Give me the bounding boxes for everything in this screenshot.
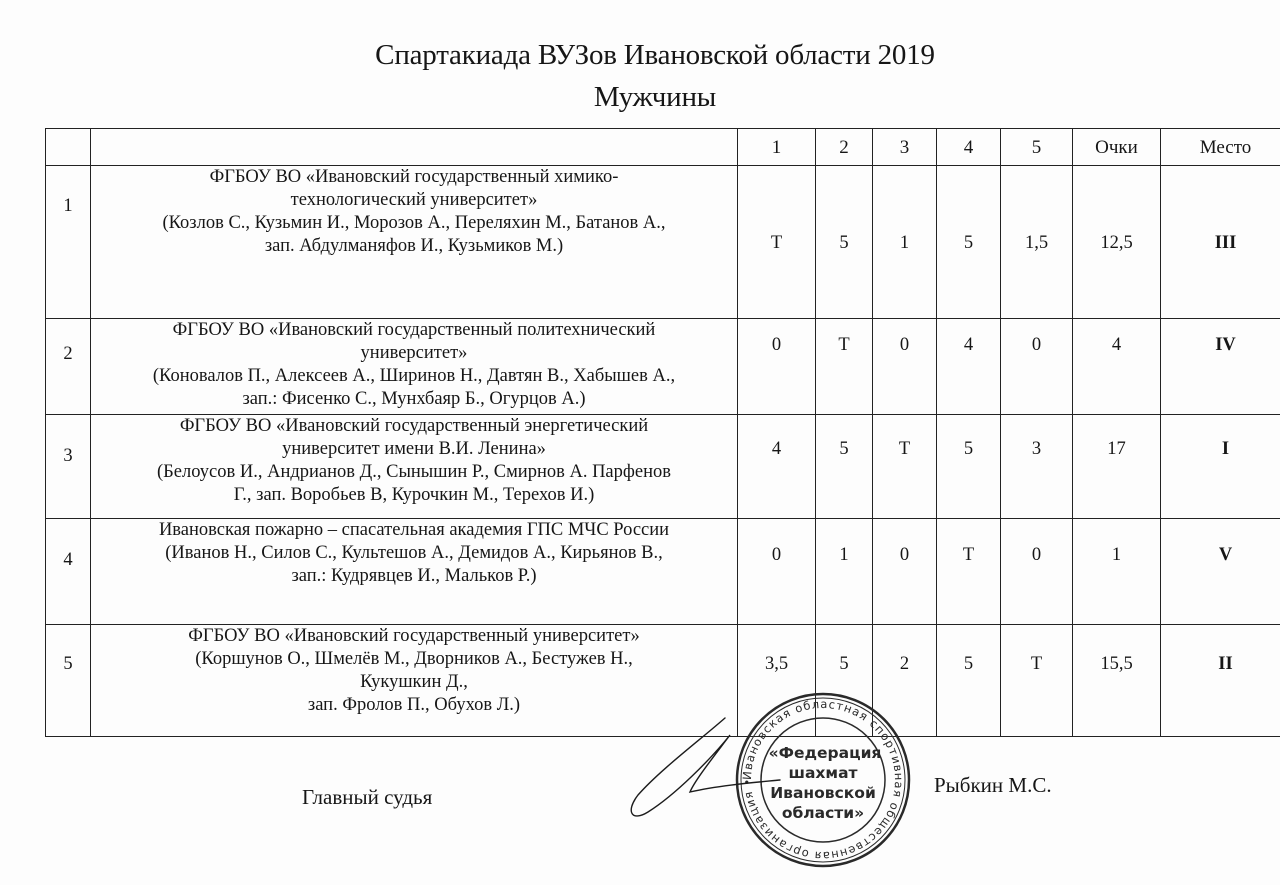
points-cell: [1073, 415, 1161, 519]
team-institution: Ивановская пожарно – спасательная академия ГПС МЧС России: [158, 520, 670, 540]
header-row: [46, 129, 1280, 166]
round-2-score: 1: [839, 545, 849, 565]
stamp-center-line: области»: [781, 804, 865, 822]
round-5-score: 3: [1031, 439, 1042, 459]
header-points: Очки: [1073, 129, 1161, 166]
team-name-cell: [91, 519, 738, 625]
final-place: V: [1218, 545, 1233, 565]
round-1-score: 0: [771, 335, 782, 355]
row-number-cell: [46, 625, 91, 737]
row-number: 2: [63, 344, 73, 364]
round-3-score: 2: [899, 654, 910, 674]
row-number: 1: [63, 196, 73, 216]
stamp-center-line: «Федерация: [768, 744, 882, 762]
round-4-score: 5: [963, 439, 974, 459]
round-4-score: Т: [962, 545, 975, 565]
round-2-score-cell: [816, 166, 873, 319]
round-4-score-cell: [937, 625, 1001, 737]
signature-stroke: [631, 718, 780, 816]
round-3-score-cell: [873, 319, 937, 415]
round-2-score-cell: [816, 519, 873, 625]
team-roster-line: (Коршунов О., Шмелёв М., Дворников А., Бестужев Н.,: [195, 649, 633, 669]
round-4-score-cell: [937, 415, 1001, 519]
team-institution: ФГБОУ ВО «Ивановский государственный химико-: [209, 167, 619, 187]
final-place: III: [1214, 233, 1237, 253]
team-roster-line: (Козлов С., Кузьмин И., Морозов А., Переляхин М., Батанов А.,: [162, 213, 666, 233]
round-4-score: 5: [963, 654, 974, 674]
final-place: II: [1218, 654, 1233, 674]
round-3-score: 1: [899, 233, 910, 253]
header-round-1: 1: [738, 129, 816, 166]
header-place: Место: [1161, 129, 1280, 166]
place-cell: [1161, 519, 1280, 625]
round-5-score-cell: [1001, 625, 1073, 737]
points-cell: [1073, 166, 1161, 319]
round-4-score-cell: [937, 319, 1001, 415]
round-1-score: 3,5: [764, 654, 789, 674]
round-4-score-cell: [937, 166, 1001, 319]
team-roster-line: зап. Фролов П., Обухов Л.): [307, 695, 521, 715]
total-points: 1: [1111, 545, 1122, 565]
team-roster-line: университет»: [360, 343, 468, 363]
stamp-center-line: Ивановской: [770, 784, 876, 802]
results-table: [45, 128, 1280, 737]
round-5-score-cell: [1001, 415, 1073, 519]
team-name-cell: [91, 166, 738, 319]
round-1-score-cell: [738, 415, 816, 519]
header-round-4: 4: [937, 129, 1001, 166]
round-4-score-cell: [937, 519, 1001, 625]
round-5-score-cell: [1001, 319, 1073, 415]
chief-judge-label: Главный судья: [302, 785, 433, 809]
table-row: [46, 166, 1280, 319]
chief-judge-name: Рыбкин М.С.: [934, 773, 1052, 797]
round-5-score-cell: [1001, 519, 1073, 625]
round-4-score: 4: [963, 335, 974, 355]
row-number-cell: [46, 415, 91, 519]
row-number: 4: [63, 550, 73, 570]
team-name-cell: [91, 319, 738, 415]
round-2-score-cell: [816, 415, 873, 519]
row-number-cell: [46, 319, 91, 415]
judge-signature: [620, 700, 820, 830]
document-title: Спартакиада ВУЗов Ивановской области 2019: [375, 39, 935, 71]
team-roster-line: (Белоусов И., Андрианов Д., Сынышин Р., Смирнов А. Парфенов: [157, 462, 671, 482]
place-cell: [1161, 625, 1280, 737]
place-cell: [1161, 319, 1280, 415]
team-institution: ФГБОУ ВО «Ивановский государственный энергетический: [179, 416, 649, 436]
place-cell: [1161, 415, 1280, 519]
round-4-score: 5: [963, 233, 974, 253]
row-number: 5: [63, 654, 73, 674]
stamp-ring-text: Ивановская областная спортивная общественная организация •: [739, 696, 907, 864]
round-1-score-cell: [738, 519, 816, 625]
round-1-score: Т: [770, 233, 783, 253]
round-3-score: 0: [899, 335, 910, 355]
round-5-score-cell: [1001, 166, 1073, 319]
team-roster-line: зап.: Фисенко С., Мунхбаяр Б., Огурцов А.): [242, 389, 586, 409]
row-number: 3: [63, 446, 73, 466]
total-points: 17: [1107, 439, 1126, 459]
table-row: [46, 319, 1280, 415]
team-roster-line: университет имени В.И. Ленина»: [282, 439, 546, 459]
team-institution: ФГБОУ ВО «Ивановский государственный политехнический: [172, 320, 656, 340]
round-1-score: 0: [771, 545, 782, 565]
total-points: 4: [1111, 335, 1122, 355]
round-5-score: 0: [1031, 335, 1042, 355]
round-1-score-cell: [738, 319, 816, 415]
round-3-score: 0: [899, 545, 910, 565]
header-round-3: 3: [873, 129, 937, 166]
row-number-cell: [46, 519, 91, 625]
row-number-cell: [46, 166, 91, 319]
total-points: 15,5: [1100, 654, 1133, 674]
round-2-score-cell: [816, 319, 873, 415]
round-1-score: 4: [771, 439, 782, 459]
round-5-score: 1,5: [1024, 233, 1049, 253]
team-roster-line: (Иванов Н., Силов С., Культешов А., Демидов А., Кирьянов В.,: [165, 543, 663, 563]
team-name-cell: [91, 415, 738, 519]
place-cell: [1161, 166, 1280, 319]
header-round-2: 2: [816, 129, 873, 166]
team-roster-line: Кукушкин Д.,: [360, 672, 468, 692]
points-cell: [1073, 519, 1161, 625]
document-subtitle: Мужчины: [593, 81, 717, 113]
stamp-center-line: шахмат: [788, 764, 858, 782]
team-roster-line: Г., зап. Воробьев В, Курочкин М., Терехов И.): [233, 485, 595, 505]
round-1-score-cell: [738, 166, 816, 319]
round-5-score: 0: [1031, 545, 1042, 565]
round-5-score: Т: [1030, 654, 1043, 674]
header-num: [46, 129, 91, 166]
round-2-score: 5: [839, 439, 849, 459]
round-2-score: 5: [839, 654, 849, 674]
points-cell: [1073, 319, 1161, 415]
team-roster-line: технологический университет»: [290, 190, 538, 210]
header-round-5: 5: [1001, 129, 1073, 166]
total-points: 12,5: [1100, 233, 1133, 253]
round-3-score: Т: [898, 439, 911, 459]
table-row: [46, 519, 1280, 625]
team-roster-line: зап.: Кудрявцев И., Мальков Р.): [291, 566, 537, 586]
round-3-score-cell: [873, 519, 937, 625]
team-institution: ФГБОУ ВО «Ивановский государственный университет»: [188, 626, 640, 646]
points-cell: [1073, 625, 1161, 737]
final-place: I: [1221, 439, 1230, 459]
round-2-score: 5: [839, 233, 849, 253]
round-2-score: Т: [838, 335, 850, 355]
table-row: [46, 415, 1280, 519]
header-name: [91, 129, 738, 166]
team-roster-line: (Коновалов П., Алексеев А., Ширинов Н., Давтян В., Хабышев А.,: [152, 366, 676, 386]
round-3-score-cell: [873, 415, 937, 519]
final-place: IV: [1215, 335, 1236, 355]
round-3-score-cell: [873, 166, 937, 319]
team-roster-line: зап. Абдулманяфов И., Кузьмиков М.): [264, 236, 564, 256]
